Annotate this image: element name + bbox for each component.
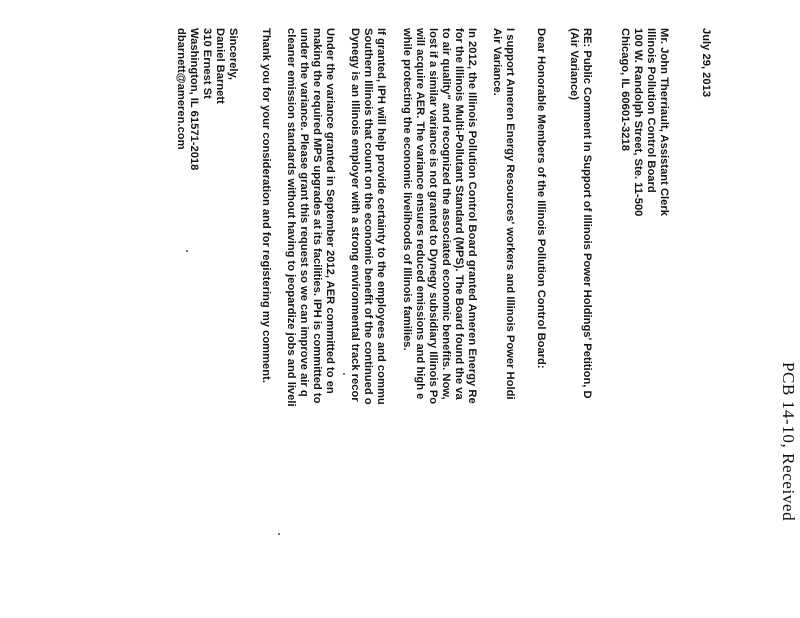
paragraph-line: for the Illinois Multi-Pollutant Standard (MPS). The Board found the va <box>453 28 465 400</box>
paragraph-line: Dynegy is an Illinois employer with a strong environmental track recor <box>349 28 361 402</box>
paragraph-line: making the required MPS upgrades at its facilities. IPH is committed to <box>311 28 323 404</box>
paragraph-line: Thank you for your consideration and for registering my comment. <box>260 28 272 383</box>
paragraph-line: to air quality" and recognized the associated economic benefits. Now, <box>440 28 452 400</box>
paragraph-line: In 2012, the Illinois Pollution Control Board granted Ameren Energy Re <box>466 28 478 404</box>
paragraph-line: I support Ameren Energy Resources' workers and Illinois Power Holdi <box>504 28 516 400</box>
letter-date: July 29, 2013 <box>700 28 712 98</box>
scan-speck <box>278 533 280 535</box>
re-line: RE: Public Comment In Support of Illinois Power Holdings' Petition, D <box>581 28 593 399</box>
recipient-line: Illinois Pollution Control Board <box>645 28 657 193</box>
paragraph-line: lost if a similar variance is not granted to Dynegy subsidiary Illinois Po <box>427 28 439 405</box>
paragraph-line: while protecting the economic livelihoods of Illinois families. <box>401 28 413 351</box>
paragraph-line: If granted, IPH will help provide certainty to the employees and commu <box>375 28 387 405</box>
paragraph-line: cleaner emission standards without having to jeopardize jobs and liveli <box>285 28 297 407</box>
signature-line: Washington, IL 61571-2018 <box>188 28 200 171</box>
paragraph-line: under the variance. Please grant this request so we can improve air q <box>298 28 310 397</box>
signature-line: Daniel Barnett <box>214 28 226 104</box>
closing: Sincerely, <box>227 28 239 81</box>
paragraph-line: Southern Illinois that count on the economic benefit of the continued o <box>362 28 374 405</box>
scan-speck <box>343 373 345 375</box>
recipient-line: 100 W. Randolph Street, Ste. 11-500 <box>632 28 644 217</box>
salutation: Dear Honorable Members of the Illinois Pollution Control Board: <box>535 28 547 369</box>
paragraph-line: Under the variance granted in September 2012, AER committed to en <box>324 28 336 394</box>
paragraph-line: Air Variance. <box>491 28 503 96</box>
recipient-line: Chicago, IL 60601-3218 <box>619 28 631 151</box>
re-line: (Air Variance) <box>568 28 580 101</box>
signature-line: 310 Ernest St <box>201 28 213 99</box>
receipt-header: PCB 14-10, Received <box>779 362 798 522</box>
paragraph-line: will acquire AER. The variance ensures reduced emissions and high e <box>414 28 426 400</box>
scan-speck <box>186 250 188 252</box>
signature-line: dbarnett@ameren.com <box>175 28 187 150</box>
recipient-line: Mr. John Therriault, Assistant Clerk <box>658 28 670 216</box>
